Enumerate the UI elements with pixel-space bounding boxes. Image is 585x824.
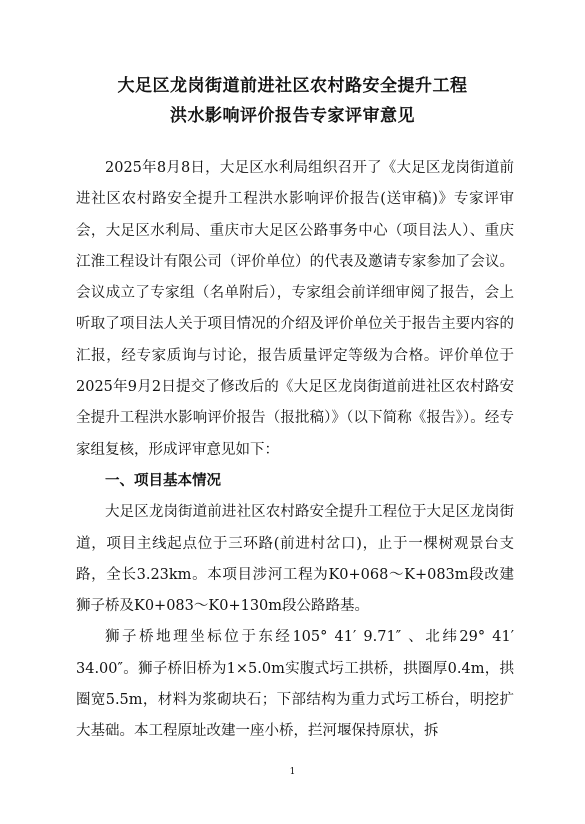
- paragraph-bridge-details: 狮子桥地理坐标位于东经105° 41′ 9.71″ 、北纬29° 41′ 34.00″。狮子桥旧桥为1×5.0m实腹式圬工拱桥，拱圈厚0.4m，拱圈宽5.5m，材料为浆砌块石；下部结构为重力式圬工桥台，明挖扩大基础。本工程原址改建一座小桥，拦河堰保持原状，拆: [76, 629, 514, 740]
- paragraph-project-location: 大足区龙岗街道前进社区农村路安全提升工程位于大足区龙岗街道，项目主线起点位于三环路(前进村岔口)，止于一棵树观景台支路，全长3.23km。本项目涉河工程为K0+068～K+083m段改建狮子桥及K0+083～K0+130m段公路路基。: [76, 504, 514, 615]
- document-body: [76, 153, 514, 748]
- document-title-line-2: 洪水影响评价报告专家评审意见: [170, 106, 415, 126]
- document-title-line-1: 大足区龙岗街道前进社区农村路安全提升工程: [117, 76, 468, 96]
- page-number: 1: [289, 767, 296, 777]
- section-heading-project-overview: 一、项目基本情况: [105, 472, 221, 489]
- paragraph-meeting-summary: 2025年8月8日，大足区水利局组织召开了《大足区龙岗街道前进社区农村路安全提升工程洪水影响评价报告(送审稿)》专家评审会，大足区水利局、重庆市大足区公路事务中心（项目法人）、重庆江淮工程设计有限公司（评价单位）的代表及邀请专家参加了会议。会议成立了专家组（名单附后），专家组会前详细审阅了报告，会上听取了项目法人关于项目情况的介绍及评价单位关于报告主要内容的汇报，经专家质询与讨论，报告质量评定等级为合格。评价单位于2025年9月2日提交了修改后的《大足区龙岗街道前进社区农村路安全提升工程洪水影响评价报告（报批稿）》（以下简称《报告》）。经专家组复核，形成评审意见如下：: [76, 160, 514, 458]
